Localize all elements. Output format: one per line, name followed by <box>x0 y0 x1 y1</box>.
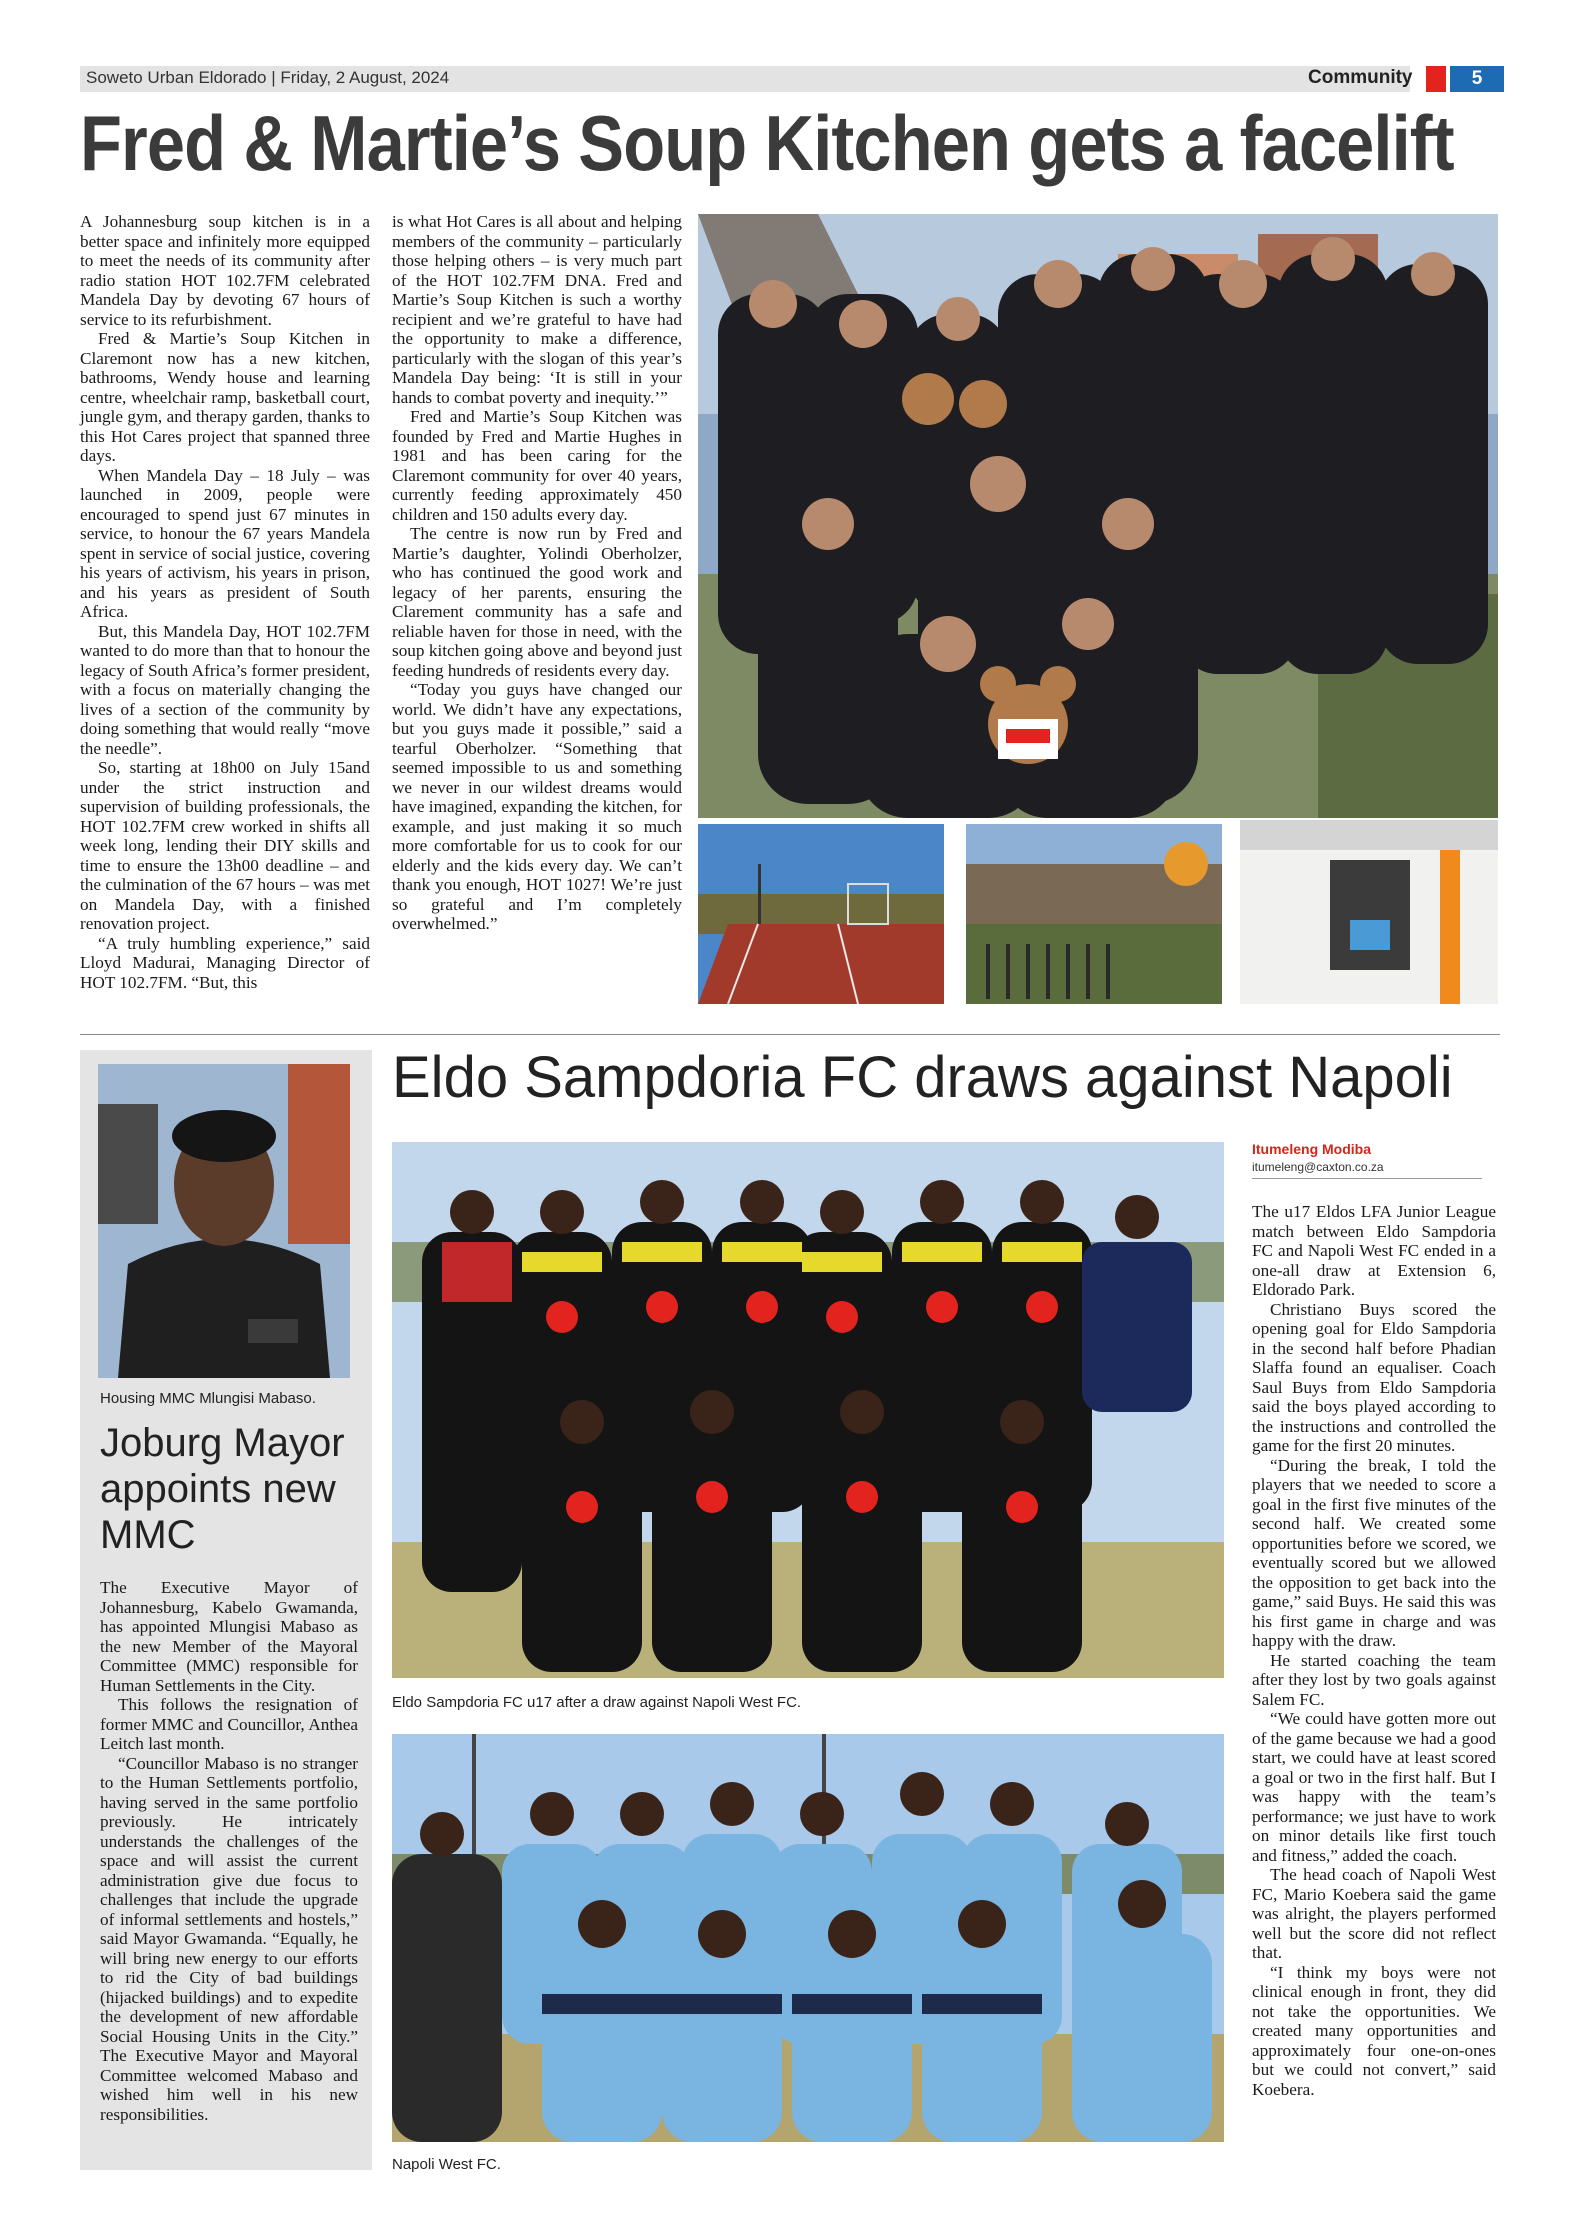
paragraph: A Johannesburg soup kitchen is in a better space and infinitely more equipped to meet the needs of its community after radio station HOT 102.7FM celebrated Mandela Day by devoting 67 hours of service to its refurbishment. <box>80 212 370 329</box>
eldo-sampdoria-team-photo <box>392 1142 1224 1678</box>
article1-column-1 <box>80 212 370 992</box>
mmc-portrait-photo <box>98 1064 350 1378</box>
paragraph: He started coaching the team after they lost by two goals against Salem FC. <box>1252 1650 1496 1709</box>
paragraph: “We could have gotten more out of the game because we had a good start, we could have at least scored a goal or two in the first half. But I was happy with the team’s performance; we just have to work on minor details like first touch and fitness,” added the coach. <box>1252 1709 1496 1865</box>
napoli-photo-caption: Napoli West FC. <box>392 2156 501 2173</box>
paragraph: “Today you guys have changed our world. We didn’t have any expectations, but you guys made it possible,” said a tearful Oberholzer. “Something that seemed impossible to us and something we never in our wildest dreams would have imagined, expanding the kitchen, for example, and just making it so much more comfortable for us to cook for our elderly and the kids every day. We can’t thank you enough, HOT 1027! We’re just so grateful and I’m completely overwhelmed.” <box>392 680 682 933</box>
paragraph: When Mandela Day – 18 July – was launched in 2009, people were encouraged to spend just 67 minutes in service, to honour the 67 years Mandela spent in service of social justice, covering his years of activism, his years in prison, and his years as president of South Africa. <box>80 465 370 621</box>
sports-article-body <box>1252 1202 1496 2099</box>
paragraph: “During the break, I told the players that we needed to score a goal in the first five minutes of the second half. We created some opportunities before we scored, we eventually scored but we allowed the opposition to get back into the game,” said Buys. He said this was his first game in charge and was happy with the draw. <box>1252 1455 1496 1650</box>
paragraph: The u17 Eldos LFA Junior League match between Eldo Sampdoria FC and Napoli West FC ended in a one-all draw at Extension 6, Eldorado Park. <box>1252 1202 1496 1299</box>
sidebar-headline: Joburg Mayor appoints new MMC <box>100 1421 345 1557</box>
paragraph: Fred and Martie’s Soup Kitchen was founded by Fred and Martie Hughes in 1981 and has been caring for the Claremont community for over 40 years, currently feeding approximately 450 children and 150 adults every day. <box>392 407 682 524</box>
paragraph: Fred & Martie’s Soup Kitchen in Claremont now has a new kitchen, bathrooms, Wendy house and learning centre, wheelchair ramp, basketball court, jungle gym, and therapy garden, thanks to this Hot Cares project that spanned three days. <box>80 329 370 465</box>
paragraph: But, this Mandela Day, HOT 102.7FM wanted to do more than that to honour the legacy of South Africa’s former president, with a focus on materially changing the lives of a section of the community by doing something that would really “move the needle”. <box>80 621 370 758</box>
section-color-block <box>1426 66 1446 92</box>
paragraph: The head coach of Napoli West FC, Mario Koebera said the game was alright, the players performed well but the score did not reflect that. <box>1252 1865 1496 1962</box>
page-number: 5 <box>1450 66 1504 92</box>
napoli-west-team-photo <box>392 1734 1224 2142</box>
sports-headline: Eldo Sampdoria FC draws against Napoli <box>392 1045 1453 1110</box>
learning-centre-photo <box>1240 820 1498 1004</box>
therapy-garden-photo <box>966 824 1222 1004</box>
author-email[interactable]: itumeleng@caxton.co.za <box>1252 1160 1384 1174</box>
eldo-photo-caption: Eldo Sampdoria FC u17 after a draw against Napoli West FC. <box>392 1694 802 1711</box>
publication-dateline: Soweto Urban Eldorado | Friday, 2 August, 2024 <box>86 68 450 87</box>
paragraph: The centre is now run by Fred and Martie’s daughter, Yolindi Oberholzer, who has continued the good work and legacy of her parents, ensuring the Clarement community has a safe and reliable haven for those in need, with the soup kitchen going above and beyond just feeding hundreds of residents every day. <box>392 524 682 680</box>
paragraph: “A truly humbling experience,” said Lloyd Madurai, Managing Director of HOT 102.7FM. “But, this <box>80 933 370 992</box>
paragraph: This follows the resignation of former MMC and Councillor, Anthea Leitch last month. <box>100 1695 358 1753</box>
paragraph: “Councillor Mabaso is no stranger to the Human Settlements portfolio, having served in the same portfolio previously. He intricately understands the challenges of the space and will assist the current administration give due focus to challenges that include the upgrade of informal settlements and hostels,” said Mayor Gwamanda. “Equally, he will bring new energy to our efforts to rid the City of bad buildings (hijacked buildings) and to expedite the development of new affordable Social Housing Units in the City.” The Executive Mayor and Mayoral Committee welcomed Mabaso and wished him well in his new responsibilities. <box>100 1753 358 2124</box>
byline-rule <box>1252 1178 1482 1179</box>
group-photo <box>698 214 1498 818</box>
mmc-photo-caption: Housing MMC Mlungisi Mabaso. <box>100 1390 316 1407</box>
paragraph: The Executive Mayor of Johannesburg, Kabelo Gwamanda, has appointed Mlungisi Mabaso as the new Member of the Mayoral Committee (MMC) responsible for Human Settlements in the City. <box>100 1578 358 1695</box>
main-headline: Fred & Martie’s Soup Kitchen gets a facelift <box>80 99 1454 187</box>
paragraph: So, starting at 18h00 on July 15and under the strict instruction and supervision of building professionals, the HOT 102.7FM crew worked in shifts all week long, lending their DIY skills and time to ensure the 13h00 deadline – and the culmination of the 67 hours – was met on Mandela Day, with a finished renovation project. <box>80 758 370 933</box>
author-byline: Itumeleng Modiba <box>1252 1141 1371 1157</box>
paragraph: “I think my boys were not clinical enough in front, they did not take the opportunities. We created many opportunities and approximately four one-on-ones but we could not convert,” said Koebera. <box>1252 1962 1496 2099</box>
section-label: Community <box>1308 67 1413 88</box>
sidebar-body <box>100 1578 358 2124</box>
paragraph: is what Hot Cares is all about and helping members of the community – particularly those helping others – is very much part of the HOT 102.7FM DNA. Fred and Martie’s Soup Kitchen is such a worthy recipient and we’re grateful to have had the opportunity to make a difference, particularly with the slogan of this year’s Mandela Day being: ‘It is still in your hands to combat poverty and inequity.’” <box>392 212 682 407</box>
paragraph: Christiano Buys scored the opening goal for Eldo Sampdoria in the second half before Phadian Slaffa found an equaliser. Coach Saul Buys from Eldo Sampdoria said the boys played according to the instructions and controlled the game for the first 20 minutes. <box>1252 1299 1496 1455</box>
article1-column-2 <box>392 212 682 934</box>
basketball-court-photo <box>698 824 944 1004</box>
section-divider <box>80 1034 1500 1035</box>
